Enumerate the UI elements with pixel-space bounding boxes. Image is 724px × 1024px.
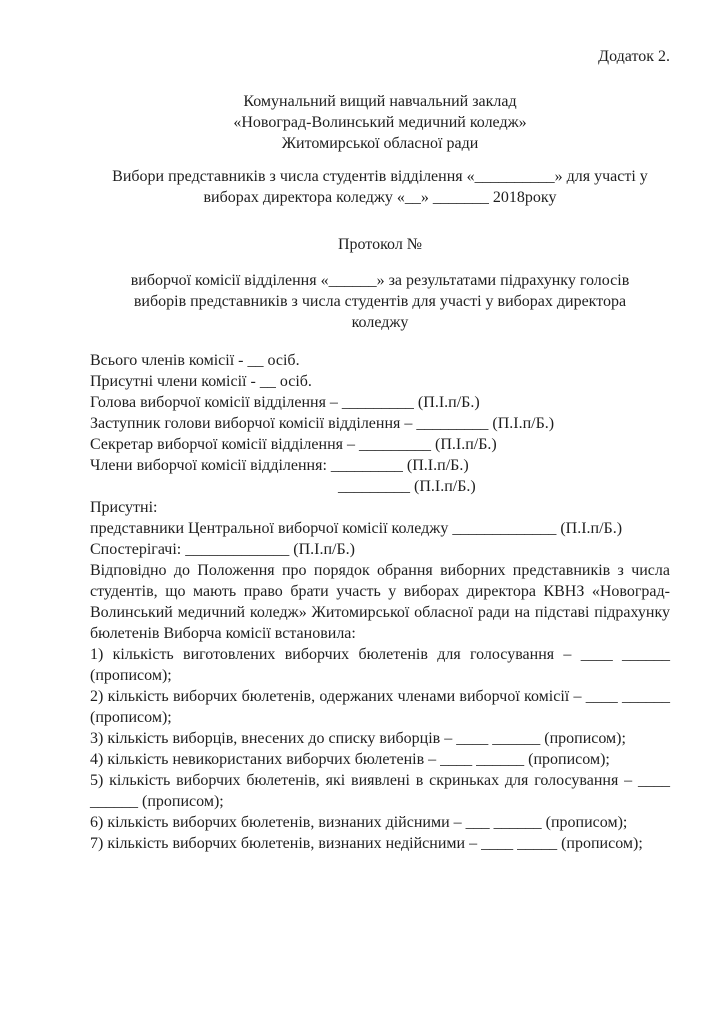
present-observers: Спостерігачі: _____________ (П.І.п/Б.) xyxy=(90,541,355,558)
institution-line-3: Житомирської обласної ради xyxy=(281,135,479,152)
protocol-subtitle-line-1: виборчої комісії відділення «______» за результатами підрахунку голосів xyxy=(130,272,630,289)
election-title-block xyxy=(90,166,670,208)
list-item-5: 5) кількість виборчих бюлетенів, які виявлені в скриньках для голосування – ____ ______ (прописом); xyxy=(90,772,670,810)
list-item-3: 3) кількість виборців, внесених до списку виборців – ____ ______ (прописом); xyxy=(90,730,626,747)
protocol-subtitle-line-3: коледжу xyxy=(351,314,409,331)
institution-line-2: «Новоград-Волинський медичний коледж» xyxy=(233,114,527,131)
commission-block xyxy=(90,350,670,560)
list-item-6: 6) кількість виборчих бюлетенів, визнаних дійсними – ___ ______ (прописом); xyxy=(90,814,628,831)
commission-head: Голова виборчої комісії відділення – _________ (П.І.п/Б.) xyxy=(90,394,480,411)
annex-label: Додаток 2. xyxy=(598,48,670,65)
list-item-7: 7) кількість виборчих бюлетенів, визнаних недійсними – ____ _____ (прописом); xyxy=(90,835,643,852)
commission-members-second-blank: _________ (П.І.п/Б.) xyxy=(338,478,476,495)
protocol-subtitle-line-2: виборів представників з числа студентів для участі у виборах директора xyxy=(133,293,627,310)
protocol-title: Протокол № xyxy=(337,236,423,253)
commission-deputy-head: Заступник голови виборчої комісії відділення – _________ (П.І.п/Б.) xyxy=(90,415,555,432)
commission-total-members: Всього членів комісії - __ осіб. xyxy=(90,352,300,369)
election-title-line-1: Вибори представників з числа студентів відділення «__________» для участі у xyxy=(112,168,648,185)
institution-line-1: Комунальний вищий навчальний заклад xyxy=(243,93,517,110)
list-item-2: 2) кількість виборчих бюлетенів, одержаних членами виборчої комісії – ____ ______ (прописом); xyxy=(90,688,670,726)
institution-block xyxy=(90,91,670,154)
present-label: Присутні: xyxy=(90,499,158,516)
commission-present-members: Присутні члени комісії - __ осіб. xyxy=(90,373,312,390)
present-representatives: представники Центральної виборчої комісії коледжу _____________ (П.І.п/Б.) xyxy=(90,520,623,537)
intro-paragraph: Відповідно до Положення про порядок обрання виборних представників з числа студентів, що мають право брати участь у виборах директора КВНЗ «Новоград-Волинський медичний коледж» Житомирської обласної ради на підставі підрахунку бюлетенів Виборча комісії встановила: xyxy=(90,562,670,642)
election-title-line-2: виборах директора коледжу «__» _______ 2018року xyxy=(203,189,557,206)
commission-members: Члени виборчої комісії відділення: _________ (П.І.п/Б.) xyxy=(90,457,469,474)
commission-secretary: Секретар виборчої комісії відділення – _________ (П.І.п/Б.) xyxy=(90,436,497,453)
protocol-subtitle-block xyxy=(90,270,670,333)
list-item-1: 1) кількість виготовлених виборчих бюлетенів для голосування – ____ ______ (прописом); xyxy=(90,646,670,684)
list-item-4: 4) кількість невикористаних виборчих бюлетенів – ____ ______ (прописом); xyxy=(90,751,610,768)
